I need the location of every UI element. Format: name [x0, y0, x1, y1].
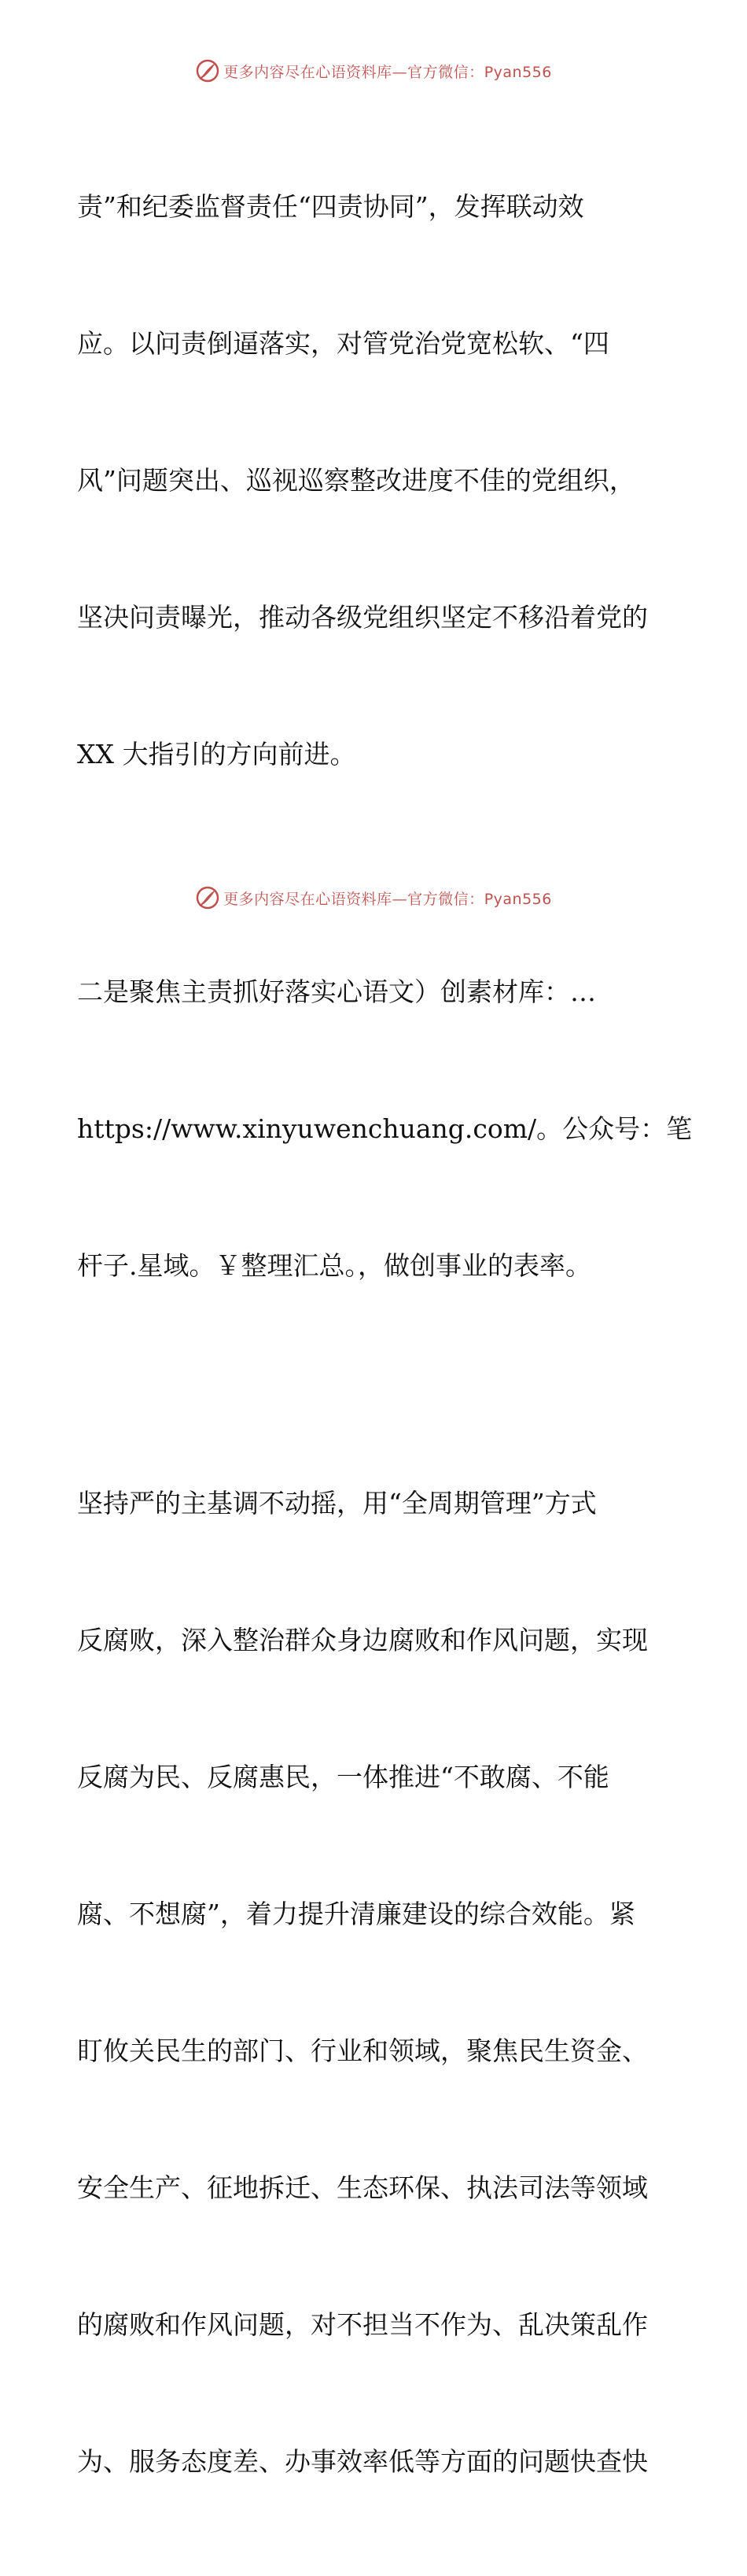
- text-line: 责”和纪委监督责任“四责协同”，发挥联动效: [77, 191, 584, 222]
- header-banner-text: [223, 61, 552, 82]
- paragraph-2: [77, 878, 693, 1380]
- footer-wechat-id: Pyan556: [484, 890, 552, 908]
- header-wechat-label: 官方微信：: [407, 63, 484, 81]
- text-line: 风”问题突出、巡视巡察整改进度不佳的党组织，: [77, 465, 635, 496]
- footer-wechat-label: 官方微信：: [407, 890, 484, 908]
- footer-banner-text: [223, 888, 552, 909]
- text-line: 二是聚焦主责抓好落实心语文）创素材库：…: [77, 976, 596, 1007]
- text-line: https://www.xinyuwenchuang.com/。公众号：笔: [77, 1113, 693, 1144]
- text-line: 反腐为民、反腐惠民，一体推进“不敢腐、不能: [77, 1762, 609, 1792]
- document-body: [77, 93, 693, 2576]
- feather-quill-logo-icon: [195, 885, 220, 910]
- text-line: 为、服务态度差、办事效率低等方面的问题快查快: [77, 2446, 648, 2477]
- text-line: 安全生产、征地拆迁、生态环保、执法司法等领域: [77, 2172, 648, 2203]
- header-brand: 更多内容尽在心语资料库: [223, 63, 392, 81]
- text-line: 坚持严的主基调不动摇，用“全周期管理”方式: [77, 1488, 597, 1519]
- paragraph-1: [77, 93, 675, 869]
- header-banner: [0, 55, 747, 87]
- footer-brand: 更多内容尽在心语资料库: [223, 890, 392, 908]
- feather-quill-logo-icon: [195, 58, 220, 83]
- text-line: 的腐败和作风问题，对不担当不作为、乱决策乱作: [77, 2309, 648, 2340]
- text-line: 坚决问责曝光，推动各级党组织坚定不移沿着党的: [77, 602, 648, 633]
- header-separator: —: [392, 63, 408, 81]
- text-line: 杆子.星域。￥整理汇总。，做创事业的表率。: [77, 1250, 591, 1281]
- footer-separator: —: [392, 890, 408, 908]
- footer-banner: [0, 882, 747, 913]
- text-line: 应。以问责倒逼落实，对管党治党宽松软、“四: [77, 328, 609, 359]
- text-line: XX 大指引的方向前进。: [77, 739, 356, 769]
- paragraph-3: [77, 1389, 675, 2576]
- text-line: 腐、不想腐”，着力提升清廉建设的综合效能。紧: [77, 1899, 635, 1929]
- text-line: 盯攸关民生的部门、行业和领域，聚焦民生资金、: [77, 2035, 648, 2066]
- text-line: 反腐败，深入整治群众身边腐败和作风问题，实现: [77, 1625, 648, 1655]
- header-wechat-id: Pyan556: [484, 63, 552, 81]
